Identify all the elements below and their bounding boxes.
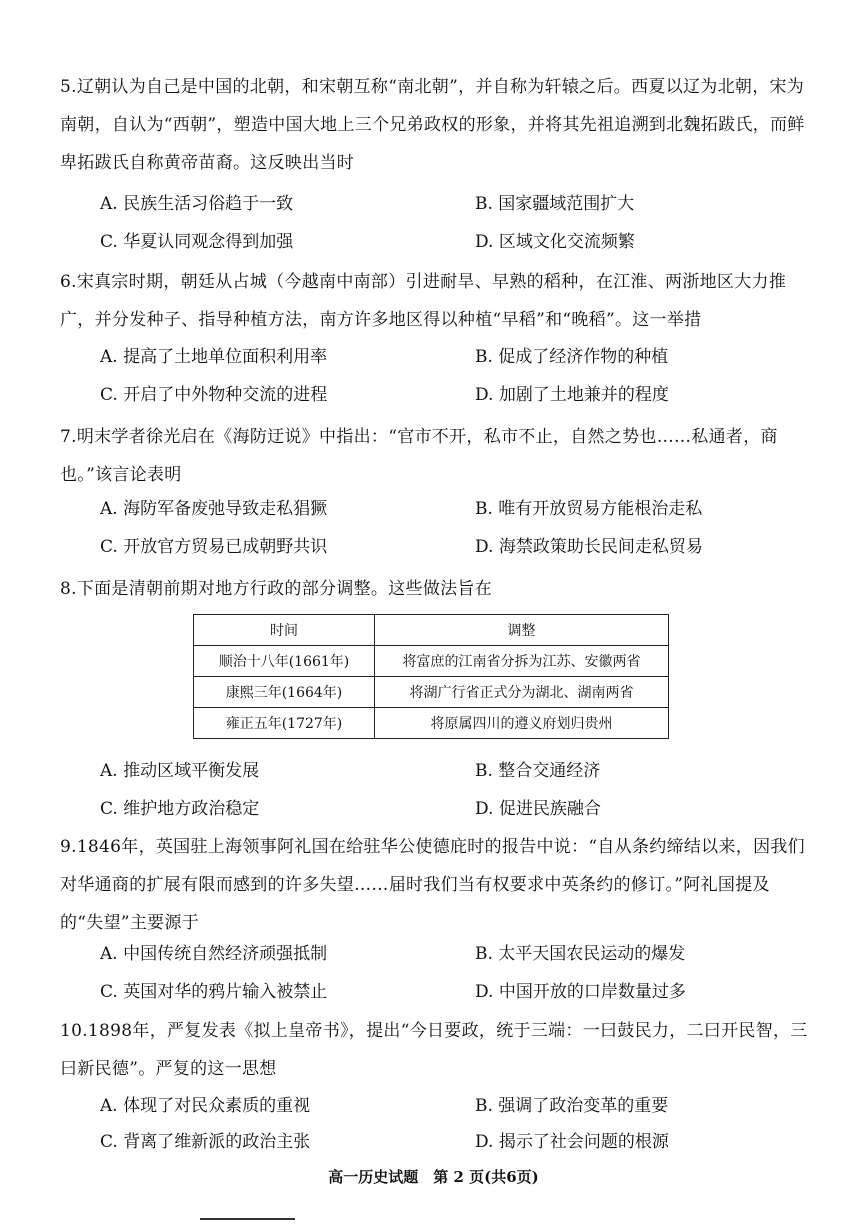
- table-row: [194, 708, 669, 739]
- question-9: [60, 828, 810, 942]
- question-stem: 7.明末学者徐光启在《海防迂说》中指出：“官市不开，私市不止，自然之势也……私通者，商也。”该言论表明: [60, 427, 778, 485]
- table-header-row: [194, 615, 669, 646]
- table-cell: 雍正五年(1727年): [194, 708, 375, 739]
- option-a: A. 中国传统自然经济顽强抵制: [100, 944, 328, 964]
- option-d: D. 促进民族融合: [475, 799, 601, 819]
- option-c: C. 华夏认同观念得到加强: [100, 232, 294, 252]
- question-stem: 10.1898年，严复发表《拟上皇帝书》，提出“今日要政，统于三端：一曰鼓民力，二曰开民智，三曰新民德”。严复的这一思想: [60, 1021, 808, 1079]
- table-row: [194, 677, 669, 708]
- table-cell: 顺治十八年(1661年): [194, 646, 375, 677]
- option-b: B. 整合交通经济: [475, 761, 601, 781]
- option-c: C. 英国对华的鸦片输入被禁止: [100, 982, 328, 1002]
- option-a: A. 体现了对民众素质的重视: [100, 1096, 311, 1116]
- option-b: B. 国家疆域范围扩大: [475, 194, 635, 214]
- table-cell: 康熙三年(1664年): [194, 677, 375, 708]
- scan-artifact-divider: [200, 1218, 295, 1220]
- question-stem: 6.宋真宗时期，朝廷从占城（今越南中南部）引进耐旱、早熟的稻种，在江淮、两浙地区大力推广，并分发种子、指导种植方法，南方许多地区得以种植“早稻”和“晚稻”。这一举措: [60, 272, 787, 330]
- question-stem: 8.下面是清朝前期对地方行政的部分调整。这些做法旨在: [60, 579, 493, 599]
- question-stem: 9.1846年，英国驻上海领事阿礼国在给驻华公使德庇时的报告中说：“自从条约缔结以来，因我们对华通商的扩展有限而感到的许多失望……届时我们当有权要求中英条约的修订。”阿礼国提及的“失望”主要源于: [60, 837, 805, 933]
- column-header: 时间: [194, 615, 375, 646]
- option-d: D. 区域文化交流频繁: [475, 232, 635, 252]
- option-d: D. 加剧了土地兼并的程度: [475, 385, 669, 405]
- option-a: A. 推动区域平衡发展: [100, 761, 260, 781]
- option-d: D. 海禁政策助长民间走私贸易: [475, 537, 703, 557]
- question-7: [60, 418, 810, 494]
- question-6: [60, 263, 810, 339]
- option-c: C. 背离了维新派的政治主张: [100, 1132, 311, 1152]
- column-header: 调整: [375, 615, 669, 646]
- option-c: C. 开放官方贸易已成朝野共识: [100, 537, 328, 557]
- option-b: B. 太平天国农民运动的爆发: [475, 944, 686, 964]
- option-a: A. 海防军备废弛导致走私猖獗: [100, 499, 328, 519]
- question-stem: 5.辽朝认为自己是中国的北朝，和宋朝互称“南北朝”，并自称为轩辕之后。西夏以辽为北朝，宋为南朝，自认为“西朝”，塑造中国大地上三个兄弟政权的形象，并将其先祖追溯到北魏拓跋氏，而鲜卑拓跋氏自称黄帝苗裔。这反映出当时: [60, 77, 805, 173]
- table-row: [194, 646, 669, 677]
- question-10: [60, 1012, 810, 1088]
- option-a: A. 提高了土地单位面积利用率: [100, 347, 328, 367]
- option-c: C. 维护地方政治稳定: [100, 799, 260, 819]
- question-8: [60, 570, 810, 608]
- option-b: B. 促成了经济作物的种植: [475, 347, 669, 367]
- option-c: C. 开启了中外物种交流的进程: [100, 385, 328, 405]
- option-b: B. 唯有开放贸易方能根治走私: [475, 499, 703, 519]
- option-a: A. 民族生活习俗趋于一致: [100, 194, 294, 214]
- table-cell: 将湖广行省正式分为湖北、湖南两省: [375, 677, 669, 708]
- table-cell: 将原属四川的遵义府划归贵州: [375, 708, 669, 739]
- option-d: D. 中国开放的口岸数量过多: [475, 982, 686, 1002]
- option-b: B. 强调了政治变革的重要: [475, 1096, 669, 1116]
- question-5: [60, 68, 810, 182]
- option-d: D. 揭示了社会问题的根源: [475, 1132, 669, 1152]
- admin-adjustment-table: [193, 614, 669, 739]
- table-cell: 将富庶的江南省分拆为江苏、安徽两省: [375, 646, 669, 677]
- page-footer: 高一历史试题 第 2 页(共6页): [328, 1168, 539, 1186]
